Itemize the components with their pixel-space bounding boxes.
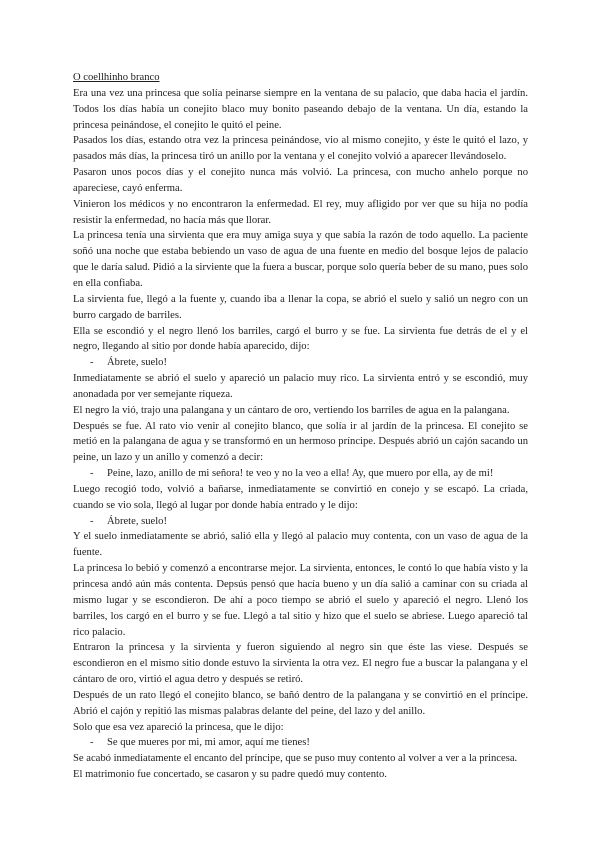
- paragraph: La sirvienta fue, llegó a la fuente y, cuando iba a llenar la copa, se abrió el suelo y salió un negro con un burro cargado de barriles.: [73, 293, 528, 321]
- dialog-text: Ábrete, suelo!: [107, 515, 168, 527]
- paragraph: Pasaron unos pocos días y el conejito nunca más volvió. La princesa, con mucho anhelo porque no apareciese, cayó enferma.: [73, 167, 528, 194]
- paragraph: El negro la vió, trajo una palangana y un cántaro de oro, vertiendo los barriles de agua en la palangana.: [73, 404, 510, 416]
- dialog-line: [73, 514, 528, 530]
- paragraph: Inmediatamente se abrió el suelo y apareció un palacio muy rico. La sirvienta entró y se escondió, muy anonadada por ver semejante riqueza.: [73, 373, 528, 400]
- paragraph: Después de un rato llegó el conejito blanco, se bañó dentro de la palangana y se convirtió en el príncipe. Abrió el cajón y repitió las mismas palabras delante del peine, del lazo y del anillo.: [73, 689, 528, 717]
- paragraph: Solo que esa vez apareció la princesa, que le dijo:: [73, 721, 284, 733]
- dialog-text: Ábrete, suelo!: [107, 357, 168, 369]
- story-body: [73, 86, 528, 783]
- paragraph: Luego recogió todo, volvió a bañarse, inmediatamente se convirtió en conejo y se escapó. La criada, cuando se vio sola, llegó al lugar por donde había entrado y le dijo:: [73, 483, 528, 511]
- paragraph: Entraron la princesa y la sirvienta y fueron siguiendo al negro sin que éste las viese. Después se escondieron en el mismo sitio donde estuvo la sirvienta la otra vez. El negro fue a buscar la palangana y el cántaro de oro, virtió el agua detro y después se retiró.: [73, 642, 528, 686]
- paragraph: Después se fue. Al rato vio venir al conejito blanco, que solía ir al jardín de la princesa. El conejito se metió en la palangana de agua y se transformó en un hermoso príncipe. Después abrió un cajón sacando un peine, un lazo y un anillo y comenzó a decir:: [73, 420, 528, 464]
- dialog-dash: -: [90, 357, 94, 369]
- story-title: O coellhinho branco: [73, 72, 160, 83]
- dialog-text: Se que mueres por mi, mi amor, aquí me tienes!: [107, 737, 310, 749]
- paragraph: Se acabó inmediatamente el encanto del príncipe, que se puso muy contento al volver a ver a la princesa.: [73, 753, 518, 765]
- document-page: [73, 70, 528, 783]
- dialog-dash: -: [90, 737, 94, 749]
- dialog-text: Peine, lazo, anillo de mi señora! te veo y no la veo a ella! Ay, que muero por ella, ay de mi!: [107, 468, 494, 480]
- dialog-dash: -: [90, 515, 94, 527]
- dialog-dash: -: [90, 468, 94, 480]
- paragraph: Ella se escondió y el negro llenó los barriles, cargó el burro y se fue. La sirvienta fue detrás de el y el negro, llegando al sitio por donde había aparecido, dijo:: [73, 325, 528, 353]
- dialog-line: [73, 355, 528, 371]
- paragraph: Pasados los días, estando otra vez la princesa peinándose, vio al mismo conejito, y éste le quitó el lazo, y pasados más días, la princesa tiró un anillo por la ventana y el conejito volvió a aparecer llevándoselo.: [73, 135, 528, 163]
- paragraph: La princesa tenía una sirvienta que era muy amiga suya y que sabía la razón de todo aquello. La paciente soñó una noche que estaba bebiendo un vaso de agua de una fuente en medio del bosque lejos de palacio que le daría salud. Pidió a la sirviente que la fuera a buscar, porque solo quería beber de su mano, pues solo en ella confiaba.: [73, 230, 528, 289]
- paragraph: La princesa lo bebió y comenzó a encontrarse mejor. La sirvienta, entonces, le contó lo que había visto y la princesa andó aún más contenta. Depsús pensó que hacía bueno y un día salió a caminar con su criada al mismo lugar y se escondieron. De ahí a poco tiempo se abrió el suelo y apareció el negro. Llenó los barriles, los cargó en el burro y se fue. Llegó a tal sitio y hizo que el suelo se abriese. Luego apareció tal rico palacio.: [73, 563, 528, 638]
- dialog-line: [73, 735, 528, 751]
- paragraph: Y el suelo inmediatamente se abrió, salió ella y llegó al palacio muy contenta, con un vaso de agua de la fuente.: [73, 531, 528, 559]
- paragraph: El matrimonio fue concertado, se casaron y su padre quedó muy contento.: [73, 769, 387, 781]
- dialog-line: [73, 466, 528, 482]
- paragraph: Vinieron los médicos y no encontraron la enfermedad. El rey, muy afligido por ver que su hija no podía resistir la enfermedad, no hacía más que llorar.: [73, 198, 528, 226]
- paragraph: Era una vez una princesa que solía peinarse siempre en la ventana de su palacio, que daba hacia el jardín. Todos los días había un conejito blaco muy bonito paseando debajo de la ventana. Un día, estando la princesa peinándose, el conejito le quitó el peine.: [73, 87, 528, 131]
